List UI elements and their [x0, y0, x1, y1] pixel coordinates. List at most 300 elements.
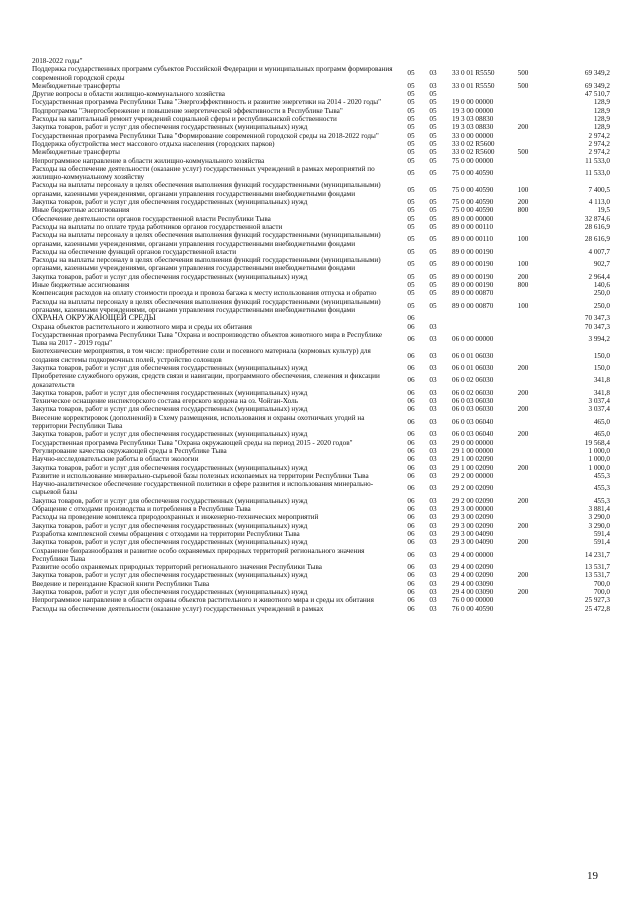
row-name: Закупка товаров, работ и услуг для обеспечения государственных (муниципальных) нужд [32, 571, 308, 580]
row-amount: 3 037,4 [588, 397, 610, 406]
row-amount: 3 994,2 [588, 334, 610, 343]
row-expense-type: 100 [517, 260, 529, 269]
row-name: Регулирование качества окружающей среды в Республике Тыва [32, 446, 227, 455]
row-section: 05 [407, 301, 415, 310]
row-subsection: 03 [429, 397, 437, 406]
row-amount: 3 290,0 [588, 521, 610, 530]
row-target-code: 06 0 03 06030 [452, 405, 494, 414]
row-name: Закупка товаров, работ и услуг для обеспечения государственных (муниципальных) нужд [32, 388, 308, 397]
row-target-code: 06 0 03 06040 [452, 417, 494, 426]
table-row [32, 65, 610, 82]
row-section: 05 [407, 131, 415, 140]
row-subsection: 03 [429, 363, 437, 372]
page-number: 19 [587, 870, 598, 882]
row-section: 05 [407, 81, 415, 90]
row-target-code: 29 3 00 04090 [452, 538, 494, 547]
row-section: 05 [407, 247, 415, 256]
row-section: 06 [407, 513, 415, 522]
row-name: Приобретение служебного оружия, средств связи и навигации, программного обеспечения, слежения и фиксации доказательств [32, 372, 380, 389]
row-subsection: 03 [429, 471, 437, 480]
row-amount: 140,6 [593, 281, 610, 290]
table-row [32, 513, 610, 521]
row-amount: 70 347,3 [584, 314, 610, 323]
table-row [32, 289, 610, 297]
row-expense-type: 200 [517, 405, 529, 414]
row-section: 05 [407, 106, 415, 115]
row-expense-type: 800 [517, 281, 529, 290]
row-section: 06 [407, 388, 415, 397]
row-target-code: 29 4 00 03090 [452, 588, 494, 596]
row-target-code: 33 0 02 R5600 [452, 148, 495, 157]
row-subsection: 05 [429, 185, 437, 194]
row-target-code: 89 0 00 00870 [452, 289, 494, 298]
row-expense-type: 200 [517, 123, 529, 132]
row-section: 06 [407, 438, 415, 447]
row-target-code: 29 1 00 02090 [452, 455, 494, 464]
row-target-code: 89 0 00 00110 [452, 222, 494, 231]
table-row [32, 547, 610, 564]
table-row [32, 464, 610, 472]
row-section: 05 [407, 123, 415, 132]
row-name: Закупка товаров, работ и услуг для обеспечения государственных (муниципальных) нужд [32, 496, 308, 505]
row-target-code: 29 1 00 00000 [452, 446, 494, 455]
row-expense-type: 200 [517, 363, 529, 372]
row-subsection: 03 [429, 376, 437, 385]
row-amount: 1 000,0 [588, 463, 610, 472]
row-name: Закупка товаров, работ и услуг для обеспечения государственных (муниципальных) нужд [32, 521, 308, 530]
row-amount: 128,9 [593, 123, 610, 132]
row-target-code: 19 0 00 00000 [452, 98, 494, 107]
table-row [32, 472, 610, 480]
row-amount: 150,0 [593, 363, 610, 372]
row-name: Закупка товаров, работ и услуг для обеспечения государственных (муниципальных) нужд [32, 405, 308, 414]
table-row [32, 530, 610, 538]
row-expense-type: 200 [517, 571, 529, 580]
row-target-code: 06 0 03 06030 [452, 397, 494, 406]
table-row [32, 596, 610, 604]
table-row [32, 273, 610, 281]
row-target-code: 33 0 01 R5550 [452, 81, 495, 90]
row-subsection: 05 [429, 98, 437, 107]
row-amount: 4 007,7 [588, 247, 610, 256]
row-expense-type: 200 [517, 588, 529, 596]
table-row [32, 455, 610, 463]
row-section: 05 [407, 115, 415, 124]
row-name: Непрограммное направление в области охраны объектов растительного и животного мира и среды их обитания [32, 596, 374, 605]
row-name: Научно-аналитическое обеспечение государственной политики в сфере развития и использования минерально-сырьевой базы [32, 480, 374, 497]
row-name: Обеспечение деятельности органов государственной власти Республики Тыва [32, 214, 271, 223]
row-name: Расходы на выплаты персоналу в целях обеспечения выполнения функций государственными (муниципальными) органами, казенными учреждениями, органами управления государственными внебюджетными фондами [32, 181, 381, 198]
row-amount: 128,9 [593, 98, 610, 107]
row-target-code: 29 4 00 02090 [452, 571, 494, 580]
row-amount: 700,0 [593, 588, 610, 596]
row-target-code: 89 0 00 00190 [452, 281, 494, 290]
row-subsection: 03 [429, 596, 437, 605]
row-name: Расходы на обеспечение деятельности (оказание услуг) государственных учреждений в рамках [32, 604, 324, 613]
budget-document [32, 57, 610, 613]
row-section: 06 [407, 397, 415, 406]
row-section: 06 [407, 363, 415, 372]
row-subsection: 05 [429, 131, 437, 140]
row-section: 06 [407, 571, 415, 580]
row-amount: 19 568,4 [584, 438, 610, 447]
row-name: Обращение с отходами производства и потребления в Республике Тыва [32, 505, 251, 514]
row-amount: 11 533,0 [585, 156, 610, 165]
row-target-code: 29 3 00 02090 [452, 513, 494, 522]
row-subsection: 05 [429, 123, 437, 132]
row-expense-type: 200 [517, 388, 529, 397]
table-row [32, 165, 610, 182]
row-amount: 32 874,6 [584, 214, 610, 223]
row-amount: 1 000,0 [588, 446, 610, 455]
row-amount: 341,8 [593, 388, 610, 397]
row-amount: 28 616,9 [584, 222, 610, 231]
table-row [32, 505, 610, 513]
row-amount: 902,7 [593, 260, 610, 269]
row-target-code: 19 3 00 00000 [452, 106, 494, 115]
row-subsection: 03 [429, 334, 437, 343]
row-subsection: 03 [429, 496, 437, 505]
row-name: 2018-2022 годы" [32, 57, 83, 65]
row-name: Поддержка обустройства мест массового отдыха населения (городских парков) [32, 139, 275, 148]
table-row [32, 181, 610, 198]
row-subsection: 03 [429, 69, 437, 78]
row-target-code: 89 0 00 00190 [452, 260, 494, 269]
row-target-code: 29 3 00 02090 [452, 521, 494, 530]
row-amount: 69 349,2 [584, 81, 610, 90]
row-subsection: 05 [429, 139, 437, 148]
row-amount: 13 531,7 [584, 571, 610, 580]
row-target-code: 75 0 00 40590 [452, 169, 494, 177]
row-section: 06 [407, 417, 415, 426]
row-target-code: 06 0 00 00000 [452, 334, 494, 343]
row-name: Закупка товаров, работ и услуг для обеспечения государственных (муниципальных) нужд [32, 198, 308, 207]
row-amount: 2 974,2 [588, 131, 610, 140]
row-expense-type: 500 [517, 81, 529, 90]
table-row [32, 82, 610, 90]
row-section: 06 [407, 588, 415, 596]
row-subsection: 03 [429, 81, 437, 90]
row-section: 06 [407, 484, 415, 493]
row-section: 06 [407, 550, 415, 559]
row-target-code: 29 1 00 02090 [452, 463, 494, 472]
table-row [32, 447, 610, 455]
table-row [32, 223, 610, 231]
row-amount: 13 531,7 [584, 563, 610, 572]
row-subsection: 05 [429, 214, 437, 223]
row-amount: 2 974,2 [588, 148, 610, 157]
row-name: Расходы на обеспечение деятельности (оказание услуг) государственных учреждений в рамках мероприятий по жилищно-коммунальному хозяйству [32, 164, 375, 182]
row-amount: 70 347,3 [584, 322, 610, 331]
table-row [32, 414, 610, 431]
row-subsection: 05 [429, 272, 437, 281]
row-section: 05 [407, 206, 415, 215]
row-section: 05 [407, 289, 415, 298]
row-expense-type: 500 [517, 148, 529, 157]
row-section: 05 [407, 169, 415, 177]
row-subsection: 03 [429, 563, 437, 572]
row-name: Государственная программа Республики Тыва "Охрана и воспроизводство объектов животного мира в Республике Тыва на 2017 - 2019 годы" [32, 330, 383, 348]
table-row [32, 538, 610, 546]
table-row [32, 256, 610, 273]
row-amount: 69 349,2 [584, 69, 610, 78]
row-name: Разработка комплексной схемы обращения с отходами на территории Республики Тыва [32, 529, 300, 538]
row-name: Государственная программа Республики Тыва "Охрана окружающей среды на период 2015 - 2020 годов" [32, 438, 353, 447]
table-row [32, 605, 610, 613]
row-subsection: 03 [429, 550, 437, 559]
row-subsection: 03 [429, 521, 437, 530]
row-section: 05 [407, 148, 415, 157]
table-row [32, 347, 610, 364]
row-section: 06 [407, 334, 415, 343]
row-target-code: 29 2 00 02090 [452, 484, 494, 493]
row-target-code: 89 0 00 00190 [452, 272, 494, 281]
row-amount: 700,0 [593, 579, 610, 588]
row-target-code: 33 0 00 00000 [452, 131, 494, 140]
row-target-code: 19 3 03 08830 [452, 115, 494, 124]
row-name: Расходы на выплаты по оплате труда работников органов государственной власти [32, 222, 283, 231]
row-name: Охрана объектов растительного и животного мира и среды их обитания [32, 322, 252, 331]
table-row [32, 98, 610, 106]
table-row [32, 397, 610, 405]
row-expense-type: 100 [517, 185, 529, 194]
row-subsection: 03 [429, 538, 437, 547]
table-row [32, 248, 610, 256]
row-section: 06 [407, 579, 415, 588]
row-section: 06 [407, 521, 415, 530]
row-amount: 341,8 [593, 376, 610, 385]
row-subsection: 05 [429, 301, 437, 310]
row-target-code: 29 0 00 00000 [452, 438, 494, 447]
row-section: 05 [407, 214, 415, 223]
row-section: 06 [407, 463, 415, 472]
row-subsection: 05 [429, 90, 437, 99]
row-section: 06 [407, 505, 415, 514]
row-expense-type: 100 [517, 301, 529, 310]
table-row [32, 563, 610, 571]
row-name: Закупка товаров, работ и услуг для обеспечения государственных (муниципальных) нужд [32, 588, 308, 596]
row-section: 05 [407, 198, 415, 207]
row-target-code: 89 0 00 00190 [452, 247, 494, 256]
row-name: Техническое оснащение инспекторского состава егерского кордона на оз. Чойган-Холь [32, 397, 298, 406]
row-subsection: 05 [429, 156, 437, 165]
row-subsection: 03 [429, 579, 437, 588]
row-subsection: 03 [429, 505, 437, 514]
row-subsection: 03 [429, 322, 437, 331]
row-name: Подпрограмма "Энергосбережение и повышение энергетической эффективности в Республике Тыва" [32, 106, 343, 115]
row-name: Государственная программа Республики Тыва "Энергоэффективность и развитие энергетики на 2014 - 2020 годы" [32, 98, 382, 107]
row-name: Расходы на проведение комплекса природоохранных и инженерно-технических мероприятий [32, 513, 319, 522]
row-name: Развитие и использование минерально-сырьевой базы полезных ископаемых на территории Республики Тыва [32, 471, 369, 480]
budget-table [32, 57, 610, 613]
row-name: Сохранение биоразнообразия и развитие особо охраняемых природных территорий регионального значения Республики Тыва [32, 546, 365, 563]
row-section: 05 [407, 260, 415, 269]
row-subsection: 05 [429, 222, 437, 231]
row-name: Закупка товаров, работ и услуг для обеспечения государственных (муниципальных) нужд [32, 538, 308, 547]
row-target-code: 29 3 00 04090 [452, 529, 494, 538]
row-subsection: 05 [429, 235, 437, 244]
row-target-code: 29 4 00 00000 [452, 550, 494, 559]
row-expense-type: 500 [517, 69, 529, 78]
row-subsection: 05 [429, 198, 437, 207]
table-row [32, 405, 610, 413]
row-amount: 1 000,0 [588, 455, 610, 464]
table-row [32, 497, 610, 505]
row-name: Научно-исследовательские работы в области экологии [32, 455, 199, 464]
row-expense-type: 200 [517, 496, 529, 505]
row-subsection: 03 [429, 446, 437, 455]
row-amount: 4 113,0 [588, 198, 610, 207]
row-amount: 128,9 [593, 106, 610, 115]
row-amount: 3 290,0 [588, 513, 610, 522]
table-row [32, 140, 610, 148]
row-section: 06 [407, 322, 415, 331]
row-name: Закупка товаров, работ и услуг для обеспечения государственных (муниципальных) нужд [32, 463, 308, 472]
row-target-code: 33 0 02 R5600 [452, 139, 495, 148]
row-section: 06 [407, 529, 415, 538]
row-target-code: 19 3 03 08830 [452, 123, 494, 132]
row-name: Государственная программа Республики Тыва "Формирование современной городской среды на 2018-2022 годы" [32, 131, 379, 140]
row-name: Непрограммное направление в области жилищно-коммунального хозяйства [32, 156, 265, 165]
row-subsection: 03 [429, 529, 437, 538]
row-section: 05 [407, 139, 415, 148]
row-name: Закупка товаров, работ и услуг для обеспечения государственных (муниципальных) нужд [32, 430, 308, 439]
table-row [32, 314, 610, 322]
row-name: Закупка товаров, работ и услуг для обеспечения государственных (муниципальных) нужд [32, 363, 308, 372]
row-amount: 47 510,7 [584, 90, 610, 99]
row-name: Расходы на выплаты персоналу в целях обеспечения выполнения функций государственными (муниципальными) органами, казенными учреждениями, органами управления государственными внебюджетными фондами [32, 231, 381, 248]
row-amount: 2 974,2 [588, 139, 610, 148]
row-subsection: 03 [429, 417, 437, 426]
row-subsection: 03 [429, 455, 437, 464]
row-subsection: 03 [429, 513, 437, 522]
row-amount: 19,5 [597, 206, 610, 215]
table-row [32, 215, 610, 223]
row-subsection: 03 [429, 604, 437, 613]
row-target-code: 29 4 00 03090 [452, 579, 494, 588]
row-name: Биотехнические мероприятия, в том числе: приобретение соли и посевного материала (кормовых культур) для создания системы подкормочных полей, устройство солонцов [32, 347, 371, 364]
row-name: Расходы на капитальный ремонт учреждений социальной сферы и республиканской собственности [32, 115, 337, 124]
row-target-code: 75 0 00 40590 [452, 206, 494, 215]
row-subsection: 03 [429, 405, 437, 414]
table-row [32, 281, 610, 289]
row-target-code: 06 0 02 06030 [452, 376, 494, 385]
row-name: Поддержка государственных программ субъектов Российской Федерации и муниципальных программ формирования современной городской среды [32, 65, 393, 82]
row-name: Введение и переиздание Красной книги Республики Тыва [32, 579, 210, 588]
row-expense-type: 200 [517, 430, 529, 439]
row-amount: 14 231,7 [584, 550, 610, 559]
table-row [32, 107, 610, 115]
row-target-code: 29 2 00 02090 [452, 496, 494, 505]
row-section: 06 [407, 596, 415, 605]
row-subsection: 05 [429, 247, 437, 256]
row-target-code: 75 0 00 00000 [452, 156, 494, 165]
row-expense-type: 200 [517, 463, 529, 472]
row-amount: 7 400,5 [588, 185, 610, 194]
row-target-code: 29 4 00 02090 [452, 563, 494, 572]
row-subsection: 05 [429, 148, 437, 157]
row-amount: 28 616,9 [584, 235, 610, 244]
row-amount: 128,9 [593, 115, 610, 124]
row-section: 06 [407, 430, 415, 439]
row-target-code: 89 0 00 00000 [452, 214, 494, 223]
table-row [32, 57, 610, 65]
row-target-code: 06 0 03 06040 [452, 430, 494, 439]
table-row [32, 132, 610, 140]
row-subsection: 03 [429, 351, 437, 360]
table-row [32, 323, 610, 331]
row-section: 06 [407, 314, 415, 323]
row-name: Расходы на выплаты персоналу в целях обеспечения выполнения функций государственными (муниципальными) органами, казенными учреждениями, органами управления государственными внебюджетными фондами [32, 256, 381, 273]
row-section: 06 [407, 446, 415, 455]
row-name: Расходы на обеспечение функций органов государственной власти [32, 247, 237, 256]
table-row [32, 148, 610, 156]
row-name: Другие вопросы в области жилищно-коммунального хозяйства [32, 90, 225, 99]
row-amount: 11 533,0 [585, 169, 610, 177]
table-row [32, 580, 610, 588]
row-amount: 455,3 [593, 484, 610, 493]
row-amount: 250,0 [593, 301, 610, 310]
row-target-code: 76 0 00 40590 [452, 604, 494, 613]
row-name: Внесение корректировок (дополнений) в Схему размещения, использования и охраны охотничьих угодий на территории Республики Тыва [32, 413, 365, 431]
row-section: 05 [407, 222, 415, 231]
row-section: 05 [407, 69, 415, 78]
row-name: ОХРАНА ОКРУЖАЮЩЕЙ СРЕДЫ [32, 313, 156, 323]
row-target-code: 06 0 01 06030 [452, 351, 494, 360]
row-section: 06 [407, 376, 415, 385]
row-expense-type: 100 [517, 235, 529, 244]
table-row [32, 372, 610, 389]
row-name: Межбюджетные трансферты [32, 148, 120, 157]
row-section: 05 [407, 185, 415, 194]
row-subsection: 05 [429, 260, 437, 269]
row-section: 06 [407, 563, 415, 572]
row-target-code: 29 2 00 00000 [452, 471, 494, 480]
row-section: 05 [407, 235, 415, 244]
row-section: 06 [407, 538, 415, 547]
row-subsection: 05 [429, 289, 437, 298]
row-subsection: 03 [429, 430, 437, 439]
row-target-code: 89 0 00 00870 [452, 301, 494, 310]
row-subsection: 03 [429, 571, 437, 580]
table-row [32, 206, 610, 214]
row-section: 05 [407, 272, 415, 281]
row-amount: 465,0 [593, 417, 610, 426]
row-section: 06 [407, 405, 415, 414]
row-amount: 25 472,8 [584, 604, 610, 613]
row-subsection: 03 [429, 463, 437, 472]
row-amount: 455,3 [593, 471, 610, 480]
row-name: Межбюджетные трансферты [32, 81, 120, 90]
row-expense-type: 200 [517, 521, 529, 530]
row-section: 06 [407, 604, 415, 613]
row-section: 06 [407, 455, 415, 464]
table-row [32, 389, 610, 397]
row-target-code: 75 0 00 40590 [452, 198, 494, 207]
table-row [32, 123, 610, 131]
table-row [32, 430, 610, 438]
table-row [32, 90, 610, 98]
table-row [32, 522, 610, 530]
table-row [32, 298, 610, 315]
table-row [32, 588, 610, 596]
row-subsection: 03 [429, 388, 437, 397]
row-name: Закупка товаров, работ и услуг для обеспечения государственных (муниципальных) нужд [32, 272, 308, 281]
row-subsection: 05 [429, 206, 437, 215]
row-expense-type: 200 [517, 272, 529, 281]
row-amount: 25 927,3 [584, 596, 610, 605]
row-subsection: 05 [429, 281, 437, 290]
